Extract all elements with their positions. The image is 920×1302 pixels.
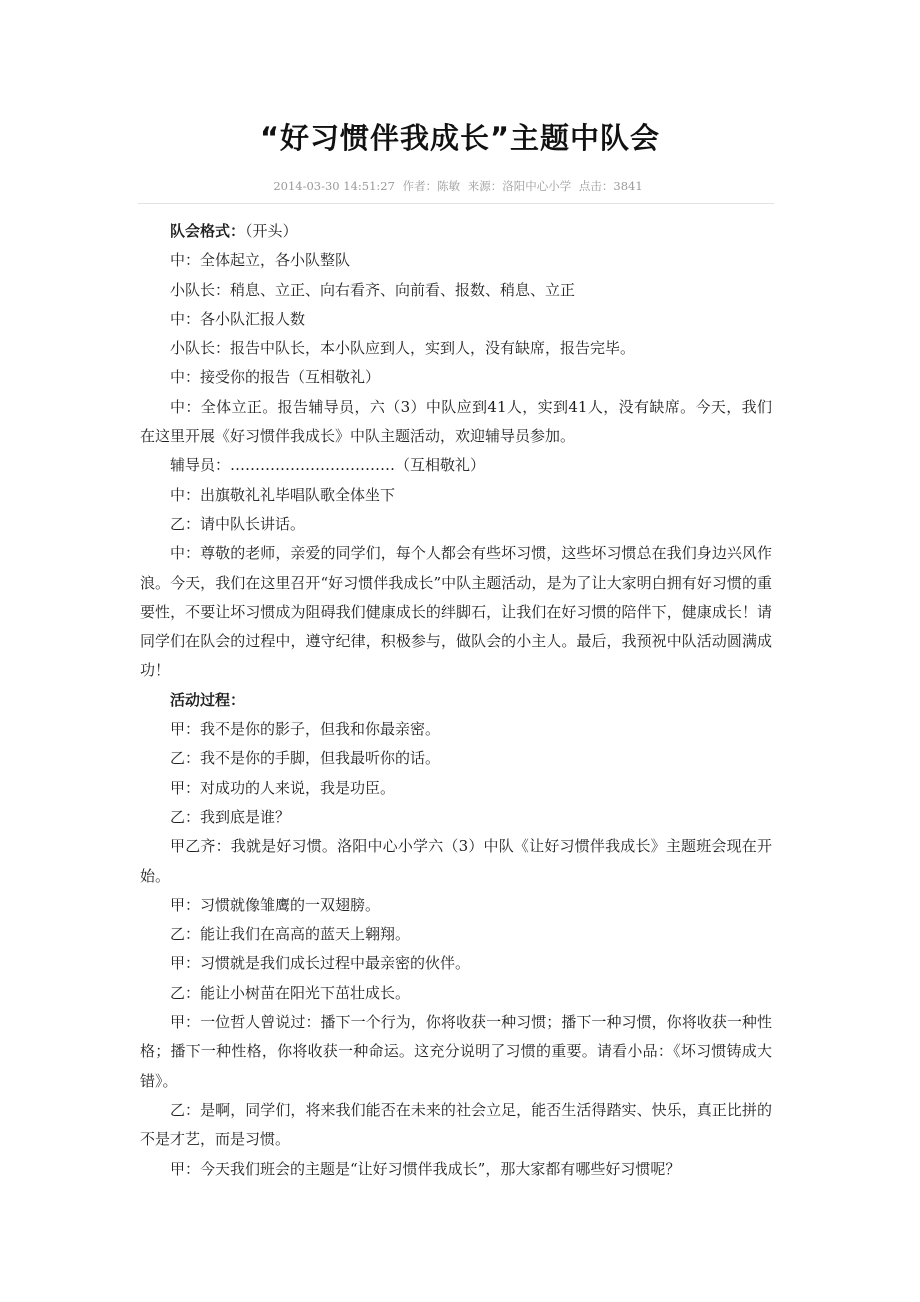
paragraph: 乙：能让我们在高高的蓝天上翱翔。 (170, 925, 411, 944)
article-meta (0, 178, 920, 194)
paragraph: 甲：今天我们班会的主题是“让好习惯伴我成长”，那大家都有哪些好习惯呢？ (170, 1159, 681, 1178)
meta-hits: 点击：3841 (578, 179, 643, 193)
paragraph: 乙：请中队长讲话。 (170, 514, 306, 533)
paragraph: 中：接受你的报告（互相敬礼） (170, 368, 381, 387)
paragraph: 中：各小队汇报人数 (170, 309, 306, 328)
paragraph: 中：全体立正。报告辅导员，六（3）中队应到41人，实到41人，没有缺席。今天，我们在这里开展《好习惯伴我成长》中队主题活动，欢迎辅导员参加。 (140, 397, 772, 446)
paragraph: 小队长：报告中队长，本小队应到人，实到人，没有缺席，报告完毕。 (170, 339, 636, 358)
paragraph: 乙：能让小树苗在阳光下茁壮成长。 (170, 983, 411, 1002)
paragraph: 甲：对成功的人来说，我是功臣。 (170, 778, 396, 797)
format-heading-note: （开头） (245, 222, 298, 240)
article-body (140, 217, 772, 1184)
paragraph-format-heading (140, 217, 772, 246)
paragraph: 中：出旗敬礼礼毕唱队歌全体坐下 (170, 485, 396, 504)
paragraph: 甲：一位哲人曾说过：播下一个行为，你将收获一种习惯；播下一种习惯，你将收获一种性格；播下一种性格，你将收获一种命运。这充分说明了习惯的重要。请看小品：《坏习惯铸成大错》。 (140, 1013, 772, 1090)
paragraph: 中：全体起立，各小队整队 (170, 251, 351, 270)
paragraph: 甲：习惯就是我们成长过程中最亲密的伙伴。 (170, 954, 471, 973)
paragraph: 中：尊敬的老师，亲爱的同学们，每个人都会有些坏习惯，这些坏习惯总在我们身边兴风作浪。今天，我们在这里召开“好习惯伴我成长”中队主题活动，是为了让大家明白拥有好习惯的重要性，不要让坏习惯成为阻碍我们健康成长的绊脚石，让我们在好习惯的陪伴下，健康成长！请同学们在队会的过程中，遵守纪律，积极参与，做队会的小主人。最后，我预祝中队活动圆满成功！ (140, 544, 772, 680)
process-heading-label: 活动过程： (170, 690, 246, 709)
paragraph: 乙：是啊，同学们，将来我们能否在未来的社会立足，能否生活得踏实、快乐，真正比拼的不是才艺，而是习惯。 (140, 1100, 772, 1149)
paragraph: 乙：我到底是谁？ (170, 807, 291, 826)
paragraph: 辅导员：……………………………（互相敬礼） (170, 456, 486, 475)
paragraph: 小队长：稍息、立正、向右看齐、向前看、报数、稍息、立正 (170, 280, 576, 299)
paragraph: 甲：我不是你的影子，但我和你最亲密。 (170, 720, 441, 739)
paragraph-process-heading (140, 686, 772, 715)
title-divider (138, 203, 774, 204)
paragraph: 甲乙齐：我就是好习惯。洛阳中心小学六（3）中队《让好习惯伴我成长》主题班会现在开始。 (140, 837, 772, 885)
meta-source: 来源：洛阳中心小学 (467, 179, 572, 193)
paragraph: 乙：我不是你的手脚，但我最听你的话。 (170, 749, 441, 768)
format-heading-label: 队会格式： (170, 222, 246, 240)
meta-datetime: 2014-03-30 14:51:27 (273, 179, 395, 193)
article-title: “好习惯伴我成长”主题中队会 (259, 121, 661, 155)
paragraph: 甲：习惯就像雏鹰的一双翅膀。 (170, 895, 381, 914)
meta-author: 作者：陈敏 (402, 179, 461, 193)
